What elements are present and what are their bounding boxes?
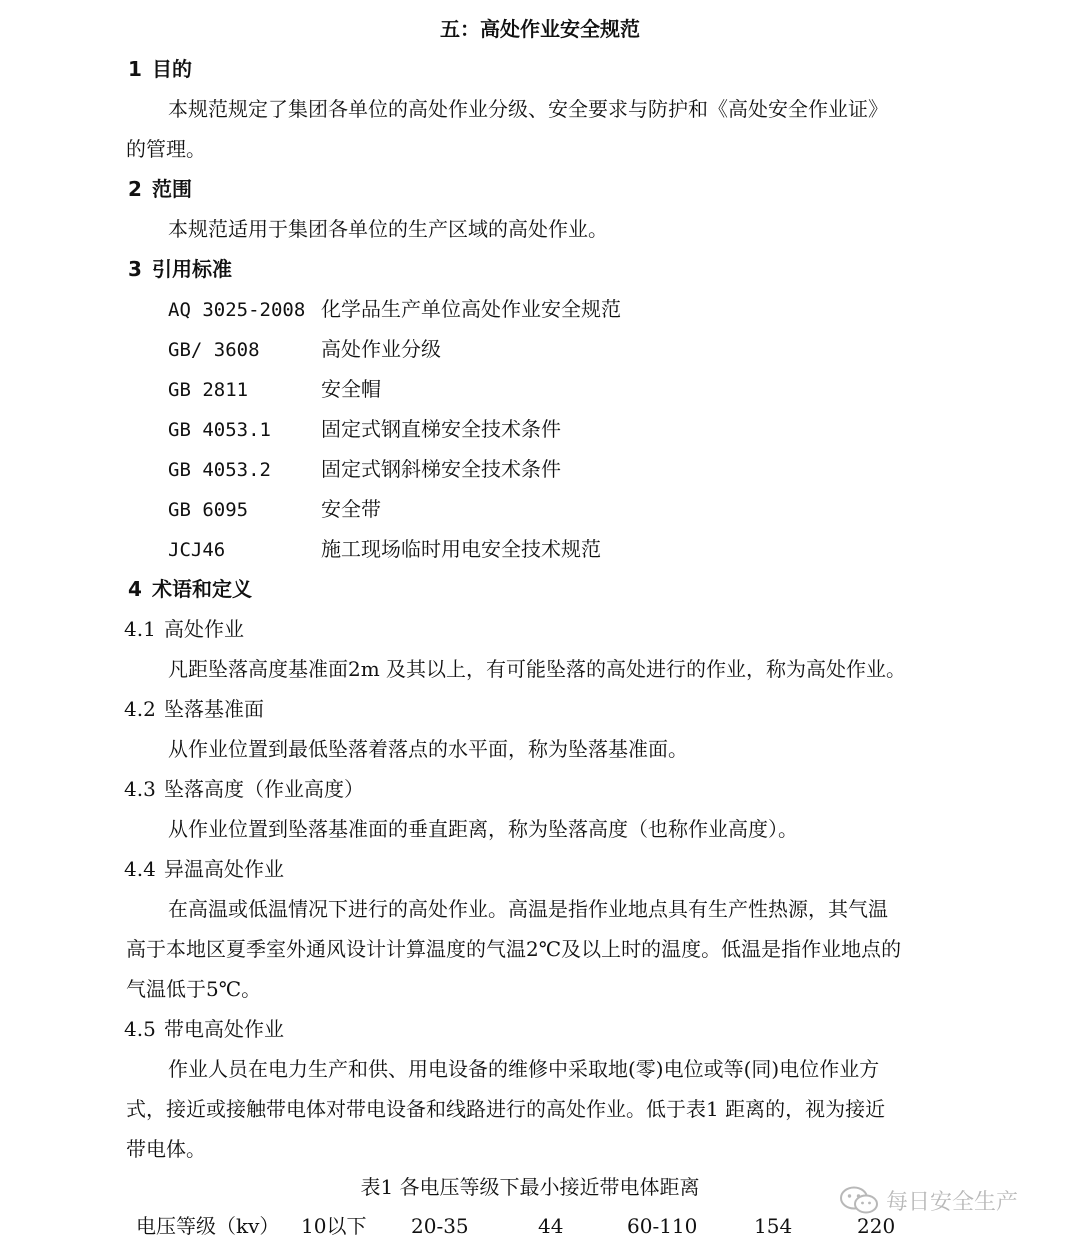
definition-number: 4.2: [124, 697, 156, 721]
section-1-heading: [128, 55, 192, 83]
reference-item: [168, 415, 561, 444]
section-number: 4: [128, 577, 142, 601]
paragraph-line: 本规范适用于集团各单位的生产区域的高处作业。: [168, 217, 608, 241]
reference-name: 化学品生产单位高处作业安全规范: [321, 297, 621, 321]
paragraph-line: 作业人员在电力生产和供、用电设备的维修中采取地(零)电位或等(同)电位作业方: [168, 1057, 880, 1081]
definition-term: 异温高处作业: [164, 857, 284, 881]
definition-term: 坠落高度（作业高度）: [164, 777, 364, 801]
section-number: 2: [128, 177, 142, 201]
reference-name: 固定式钢斜梯安全技术条件: [321, 457, 561, 481]
section-number: 1: [128, 57, 142, 81]
reference-name: 高处作业分级: [321, 337, 441, 361]
table-caption: 表1 各电压等级下最小接近带电体距离: [360, 1175, 700, 1199]
definition-number: 4.3: [124, 777, 156, 801]
reference-code: GB 6095: [168, 499, 249, 521]
reference-item: [168, 295, 621, 324]
table-row-label: 电压等级（kv）: [136, 1214, 280, 1238]
definition-heading: [124, 695, 264, 723]
definition-heading: [124, 855, 284, 883]
paragraph-line: 凡距坠落高度基准面2m 及其以上，有可能坠落的高处进行的作业，称为高处作业。: [168, 657, 907, 681]
section-2-heading: [128, 175, 192, 203]
table-cell: 60-110: [627, 1214, 698, 1238]
reference-code: JCJ46: [168, 539, 226, 561]
watermark-text: 每日安全生产: [886, 1189, 1019, 1215]
section-heading-text: 引用标准: [152, 257, 232, 281]
wechat-icon: [838, 1185, 880, 1215]
section-heading-text: 目的: [152, 57, 192, 81]
reference-name: 施工现场临时用电安全技术规范: [321, 537, 601, 561]
paragraph-line: 式，接近或接触带电体对带电设备和线路进行的高处作业。低于表1 距离的，视为接近: [126, 1097, 886, 1121]
reference-code: GB/ 3608: [168, 339, 260, 361]
reference-code: AQ 3025-2008: [168, 299, 306, 321]
reference-name: 安全帽: [321, 377, 381, 401]
reference-item: [168, 495, 381, 524]
reference-code: GB 4053.1: [168, 419, 271, 441]
definition-term: 带电高处作业: [164, 1017, 284, 1041]
reference-code: GB 4053.2: [168, 459, 271, 481]
section-3-heading: [128, 255, 232, 283]
paragraph-line: 高于本地区夏季室外通风设计计算温度的气温2℃及以上时的温度。低温是指作业地点的: [126, 937, 902, 961]
paragraph-line: 气温低于5℃。: [126, 977, 262, 1001]
table-cell: 220: [857, 1214, 896, 1238]
table-cell: 10以下: [301, 1214, 367, 1238]
paragraph-line: 从作业位置到最低坠落着落点的水平面，称为坠落基准面。: [168, 737, 688, 761]
paragraph-line: 从作业位置到坠落基准面的垂直距离，称为坠落高度（也称作业高度）。: [168, 817, 798, 841]
table-cell: 44: [538, 1214, 564, 1238]
reference-item: [168, 455, 561, 484]
reference-name: 固定式钢直梯安全技术条件: [321, 417, 561, 441]
section-heading-text: 术语和定义: [152, 577, 252, 601]
definition-number: 4.4: [124, 857, 156, 881]
reference-code: GB 2811: [168, 379, 249, 401]
reference-item: [168, 335, 441, 364]
page-title: 五：高处作业安全规范: [440, 17, 640, 41]
definition-term: 高处作业: [164, 617, 244, 641]
definition-heading: [124, 615, 244, 643]
definition-heading: [124, 775, 364, 803]
paragraph-line: 带电体。: [126, 1137, 206, 1161]
reference-item: [168, 535, 601, 564]
definition-term: 坠落基准面: [164, 697, 264, 721]
paragraph-line: 的管理。: [126, 137, 206, 161]
table-cell: 154: [754, 1214, 793, 1238]
paragraph-line: 本规范规定了集团各单位的高处作业分级、安全要求与防护和《高处安全作业证》: [168, 97, 888, 121]
definition-number: 4.1: [124, 617, 156, 641]
watermark: [838, 1182, 1018, 1218]
reference-item: [168, 375, 381, 404]
section-heading-text: 范围: [152, 177, 192, 201]
section-4-heading: [128, 575, 252, 603]
section-number: 3: [128, 257, 142, 281]
reference-name: 安全带: [321, 497, 381, 521]
definition-number: 4.5: [124, 1017, 156, 1041]
paragraph-line: 在高温或低温情况下进行的高处作业。高温是指作业地点具有生产性热源，其气温: [168, 897, 888, 921]
definition-heading: [124, 1015, 284, 1043]
table-cell: 20-35: [411, 1214, 469, 1238]
